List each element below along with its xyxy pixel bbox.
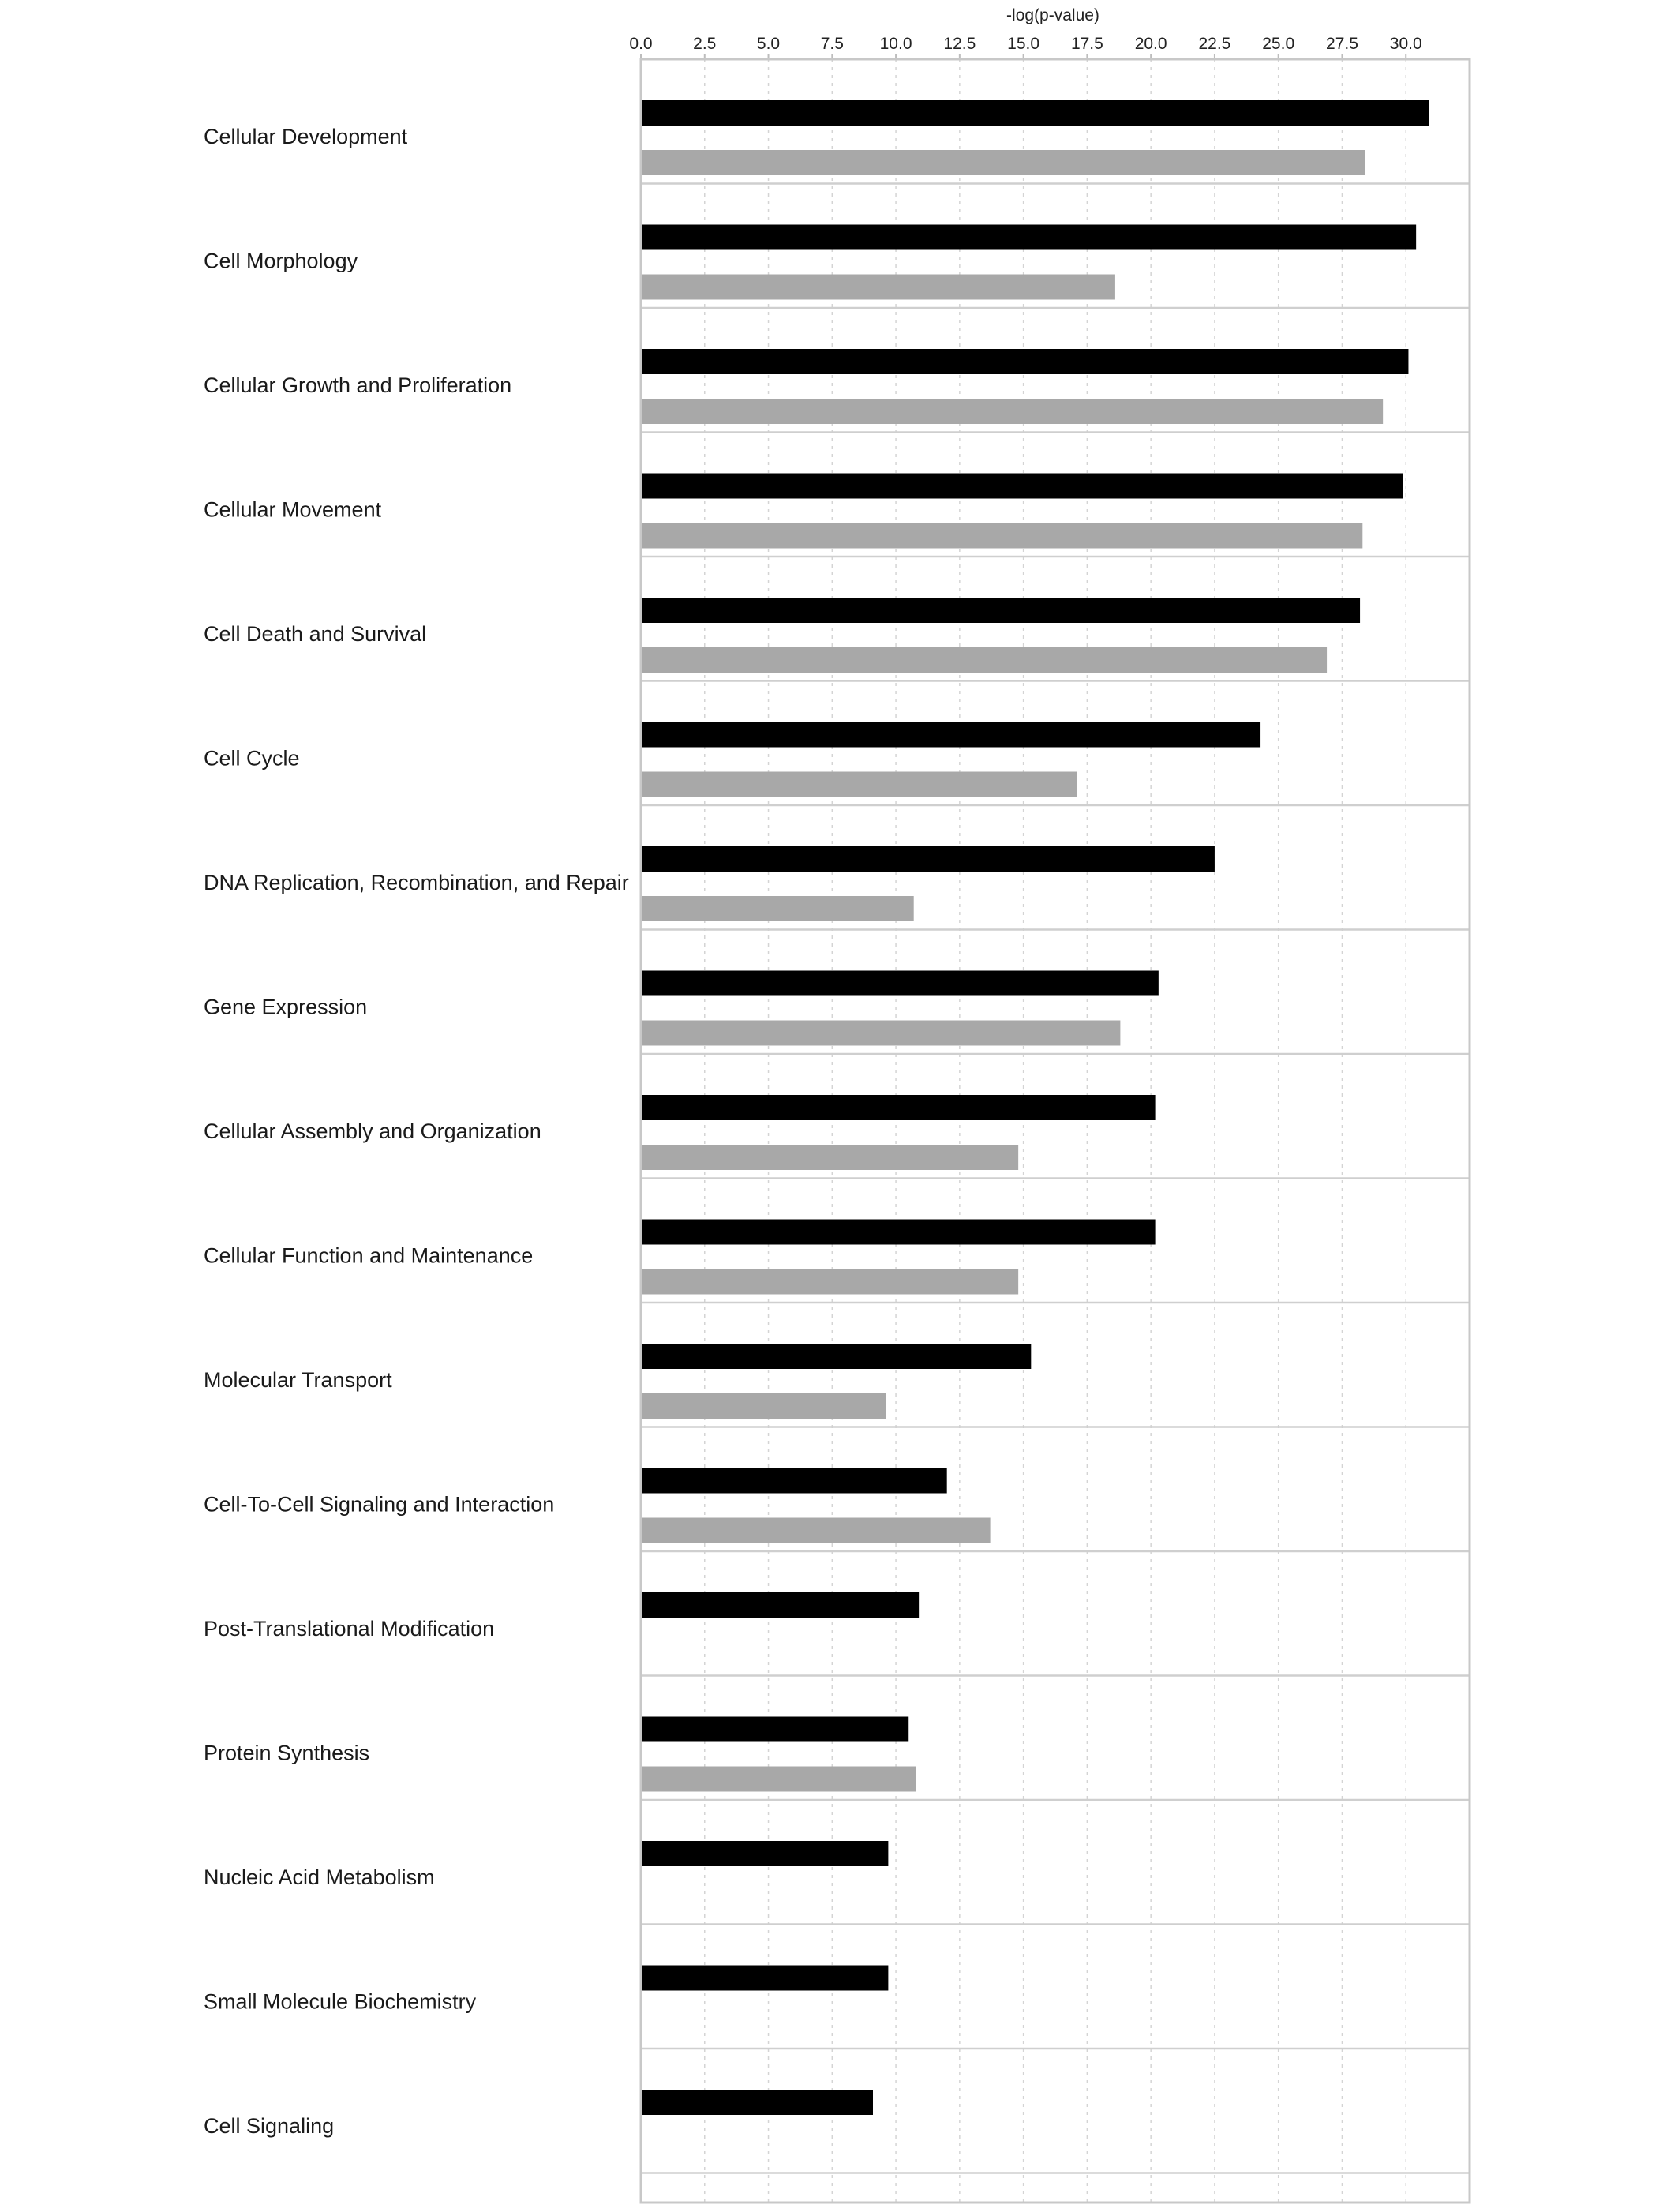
category-label: Cellular Assembly and Organization <box>204 1119 541 1143</box>
bar-series-1 <box>641 971 1159 996</box>
x-tick-label: 7.5 <box>820 35 844 53</box>
category-label: Molecular Transport <box>204 1367 392 1392</box>
category-label: Cellular Movement <box>204 497 382 522</box>
category-label: Cell-To-Cell Signaling and Interaction <box>204 1492 555 1517</box>
x-axis-title: -log(p-value) <box>1006 6 1099 24</box>
bar-series-1 <box>641 349 1408 374</box>
bar-series-2 <box>641 1767 916 1792</box>
bar-series-1 <box>641 1344 1031 1369</box>
category-label: Cell Morphology <box>204 249 358 273</box>
x-tick-label: 27.5 <box>1326 35 1358 53</box>
bar-series-1 <box>641 1966 888 1991</box>
category-label: Nucleic Acid Metabolism <box>204 1865 435 1889</box>
x-tick-label: 17.5 <box>1070 35 1103 53</box>
bar-series-2 <box>641 1518 991 1543</box>
category-label: Cellular Function and Maintenance <box>204 1243 534 1268</box>
category-labels <box>204 125 629 2138</box>
bar-series-2 <box>641 1021 1120 1046</box>
bar-series-2 <box>641 150 1365 175</box>
bar-series-1 <box>641 225 1416 250</box>
x-tick-label: 0.0 <box>629 35 653 53</box>
bar-series-2 <box>641 896 914 921</box>
category-label: Cell Cycle <box>204 746 300 770</box>
category-label: Cell Signaling <box>204 2113 335 2138</box>
x-tick-label: 22.5 <box>1198 35 1231 53</box>
category-label: Gene Expression <box>204 995 368 1019</box>
x-tick-label: 25.0 <box>1262 35 1295 53</box>
category-label: DNA Replication, Recombination, and Repair <box>204 870 629 894</box>
bar-series-2 <box>641 772 1077 797</box>
x-tick-label: 2.5 <box>693 35 717 53</box>
category-label: Small Molecule Biochemistry <box>204 1989 477 2014</box>
x-tick-label: 15.0 <box>1007 35 1040 53</box>
grid-lines <box>705 59 1406 2203</box>
x-tick-label: 10.0 <box>879 35 912 53</box>
category-label: Cellular Growth and Proliferation <box>204 373 512 397</box>
bar-series-1 <box>641 598 1360 623</box>
bar-series-1 <box>641 846 1215 872</box>
bars <box>641 100 1429 2115</box>
bar-series-2 <box>641 1269 1018 1295</box>
x-tick-label: 5.0 <box>756 35 781 53</box>
bar-series-1 <box>641 1717 908 1742</box>
bar-series-1 <box>641 100 1429 126</box>
category-label: Protein Synthesis <box>204 1741 370 1765</box>
x-tick-label: 30.0 <box>1389 35 1422 53</box>
bar-series-2 <box>641 1145 1018 1170</box>
bar-series-2 <box>641 275 1115 300</box>
bar-series-1 <box>641 1841 888 1866</box>
bar-series-1 <box>641 2090 873 2115</box>
bar-series-2 <box>641 399 1383 424</box>
plot-frame <box>641 59 1470 2203</box>
category-label: Cellular Development <box>204 124 408 148</box>
bar-series-1 <box>641 1468 947 1494</box>
bar-series-1 <box>641 474 1403 499</box>
x-axis-ticks <box>629 35 1421 59</box>
bar-series-1 <box>641 1220 1156 1245</box>
bar-series-1 <box>641 722 1260 748</box>
bar-series-1 <box>641 1095 1156 1120</box>
x-tick-label: 12.5 <box>943 35 976 53</box>
bar-series-2 <box>641 647 1327 673</box>
bar-series-2 <box>641 523 1362 549</box>
category-label: Post-Translational Modification <box>204 1616 495 1640</box>
category-label: Cell Death and Survival <box>204 621 427 646</box>
bar-series-2 <box>641 1393 886 1419</box>
bar-series-1 <box>641 1592 919 1618</box>
x-tick-label: 20.0 <box>1134 35 1167 53</box>
